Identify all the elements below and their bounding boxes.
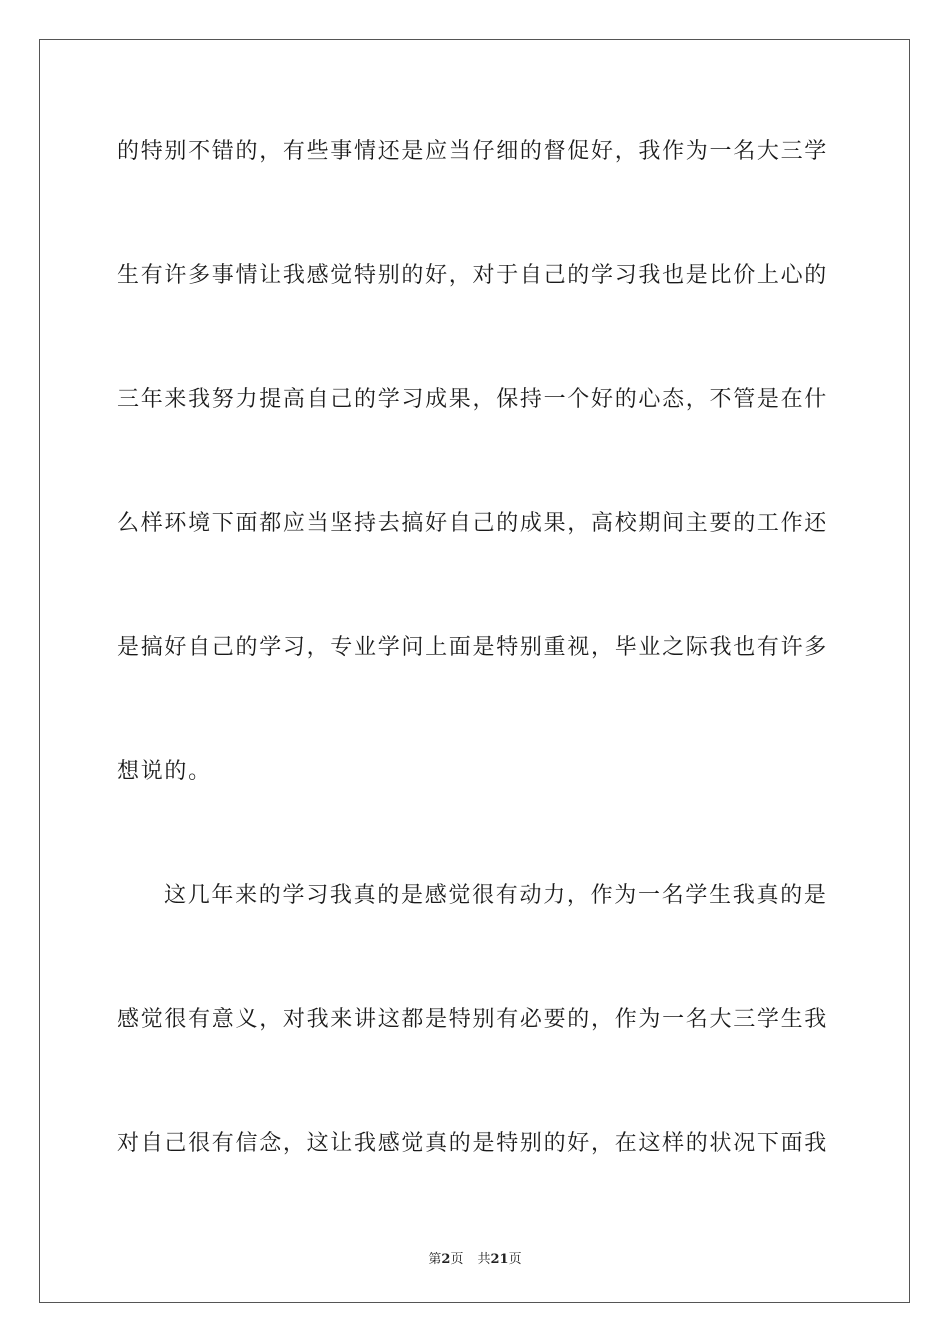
text-line: 是搞好自己的学习，专业学问上面是特别重视，毕业之际我也有许多 [117,635,829,660]
total-prefix: 共 [477,1252,491,1267]
text-line: 的特别不错的，有些事情还是应当仔细的督促好，我作为一名大三学 [117,139,829,164]
text-line: 想说的。 [117,759,212,784]
page-suffix: 页 [450,1252,464,1267]
text-line: 三年来我努力提高自己的学习成果，保持一个好的心态，不管是在什 [117,387,829,412]
total-suffix: 页 [508,1252,522,1267]
page-prefix: 第 [428,1252,442,1267]
page-border [39,39,910,1303]
text-line: 生有许多事情让我感觉特别的好，对于自己的学习我也是比价上心的 [117,263,829,288]
paragraph-first-line: 这几年来的学习我真的是感觉很有动力，作为一名学生我真的是 [164,883,828,908]
text-line: 感觉很有意义，对我来讲这都是特别有必要的，作为一名大三学生我 [117,1007,829,1032]
text-line: 么样环境下面都应当坚持去搞好自己的成果，高校期间主要的工作还 [117,511,829,536]
text-line: 对自己很有信念，这让我感觉真的是特别的好，在这样的状况下面我 [117,1131,829,1156]
current-page-number: 2 [441,1252,451,1267]
total-pages-number: 21 [490,1252,509,1267]
page-footer [0,1248,950,1267]
